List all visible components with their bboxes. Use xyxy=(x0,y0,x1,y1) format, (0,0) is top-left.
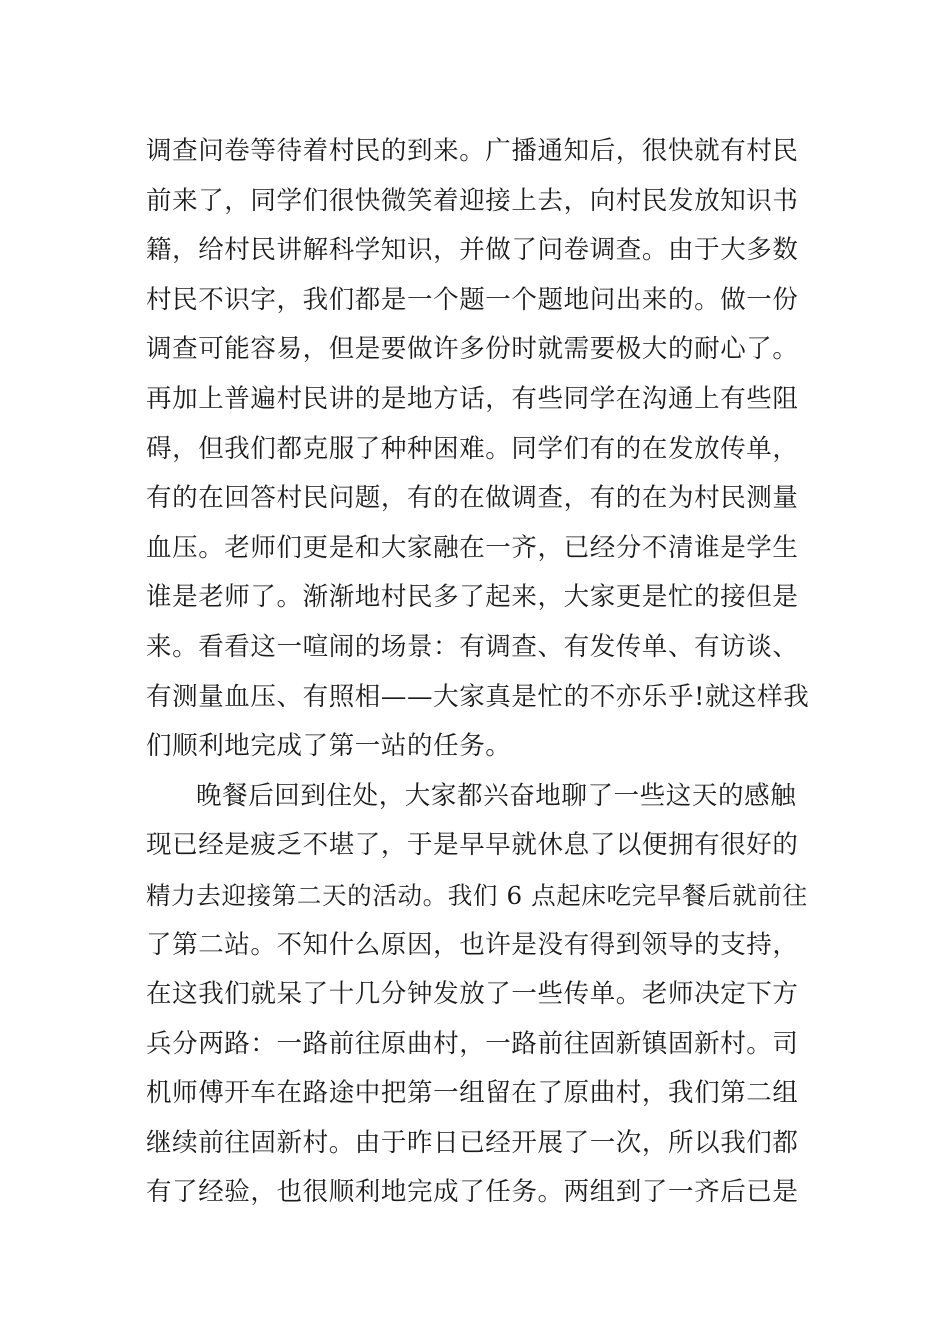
body-text xyxy=(146,127,811,1218)
paragraph-start-line: 晚餐后回到住处，大家都兴奋地聊了一些这天的感触 xyxy=(196,780,797,811)
text-line: 来。看看这一喧闹的场景：有调查、有发传单、有访谈、 xyxy=(146,631,799,662)
text-line: 前来了，同学们很快微笑着迎接上去，向村民发放知识书 xyxy=(146,185,799,216)
text-line: 调查可能容易，但是要做许多份时就需要极大的耐心了。 xyxy=(146,334,799,365)
text-line: 有了经验，也很顺利地完成了任务。两组到了一齐后已是 xyxy=(146,1177,799,1208)
text-line: 们顺利地完成了第一站的任务。 xyxy=(146,731,512,762)
text-line: 在这我们就呆了十几分钟发放了一些传单。老师决定下方 xyxy=(146,979,799,1010)
text-line: 调查问卷等待着村民的到来。广播通知后，很快就有村民 xyxy=(146,136,799,166)
text-line: 兵分两路：一路前往原曲村，一路前往固新镇固新村。司 xyxy=(146,1028,799,1059)
text-line: 继续前往固新村。由于昨日已经开展了一次，所以我们都 xyxy=(146,1127,799,1158)
text-line: 机师傅开车在路途中把第一组留在了原曲村，我们第二组 xyxy=(146,1078,799,1109)
text-line: 有的在回答村民问题，有的在做调查，有的在为村民测量 xyxy=(146,483,799,514)
text-line: 再加上普遍村民讲的是地方话，有些同学在沟通上有些阻 xyxy=(146,383,799,414)
text-line: 血压。老师们更是和大家融在一齐，已经分不清谁是学生 xyxy=(146,532,799,563)
text-line: 了第二站。不知什么原因，也许是没有得到领导的支持， xyxy=(146,929,799,960)
text-line: 碍，但我们都克服了种种困难。同学们有的在发放传单， xyxy=(146,433,799,464)
text-line: 精力去迎接第二天的活动。我们 6 点起床吃完早餐后就前往 xyxy=(146,880,808,910)
text-line: 籍，给村民讲解科学知识，并做了问卷调查。由于大多数 xyxy=(146,235,799,266)
text-line: 村民不识字，我们都是一个题一个题地问出来的。做一份 xyxy=(146,284,799,315)
text-line: 谁是老师了。渐渐地村民多了起来，大家更是忙的接但是 xyxy=(146,582,799,613)
text-line: 有测量血压、有照相——大家真是忙的不亦乐乎!就这样我 xyxy=(146,681,810,712)
text-line: 现已经是疲乏不堪了，于是早早就休息了以便拥有很好的 xyxy=(146,830,799,861)
